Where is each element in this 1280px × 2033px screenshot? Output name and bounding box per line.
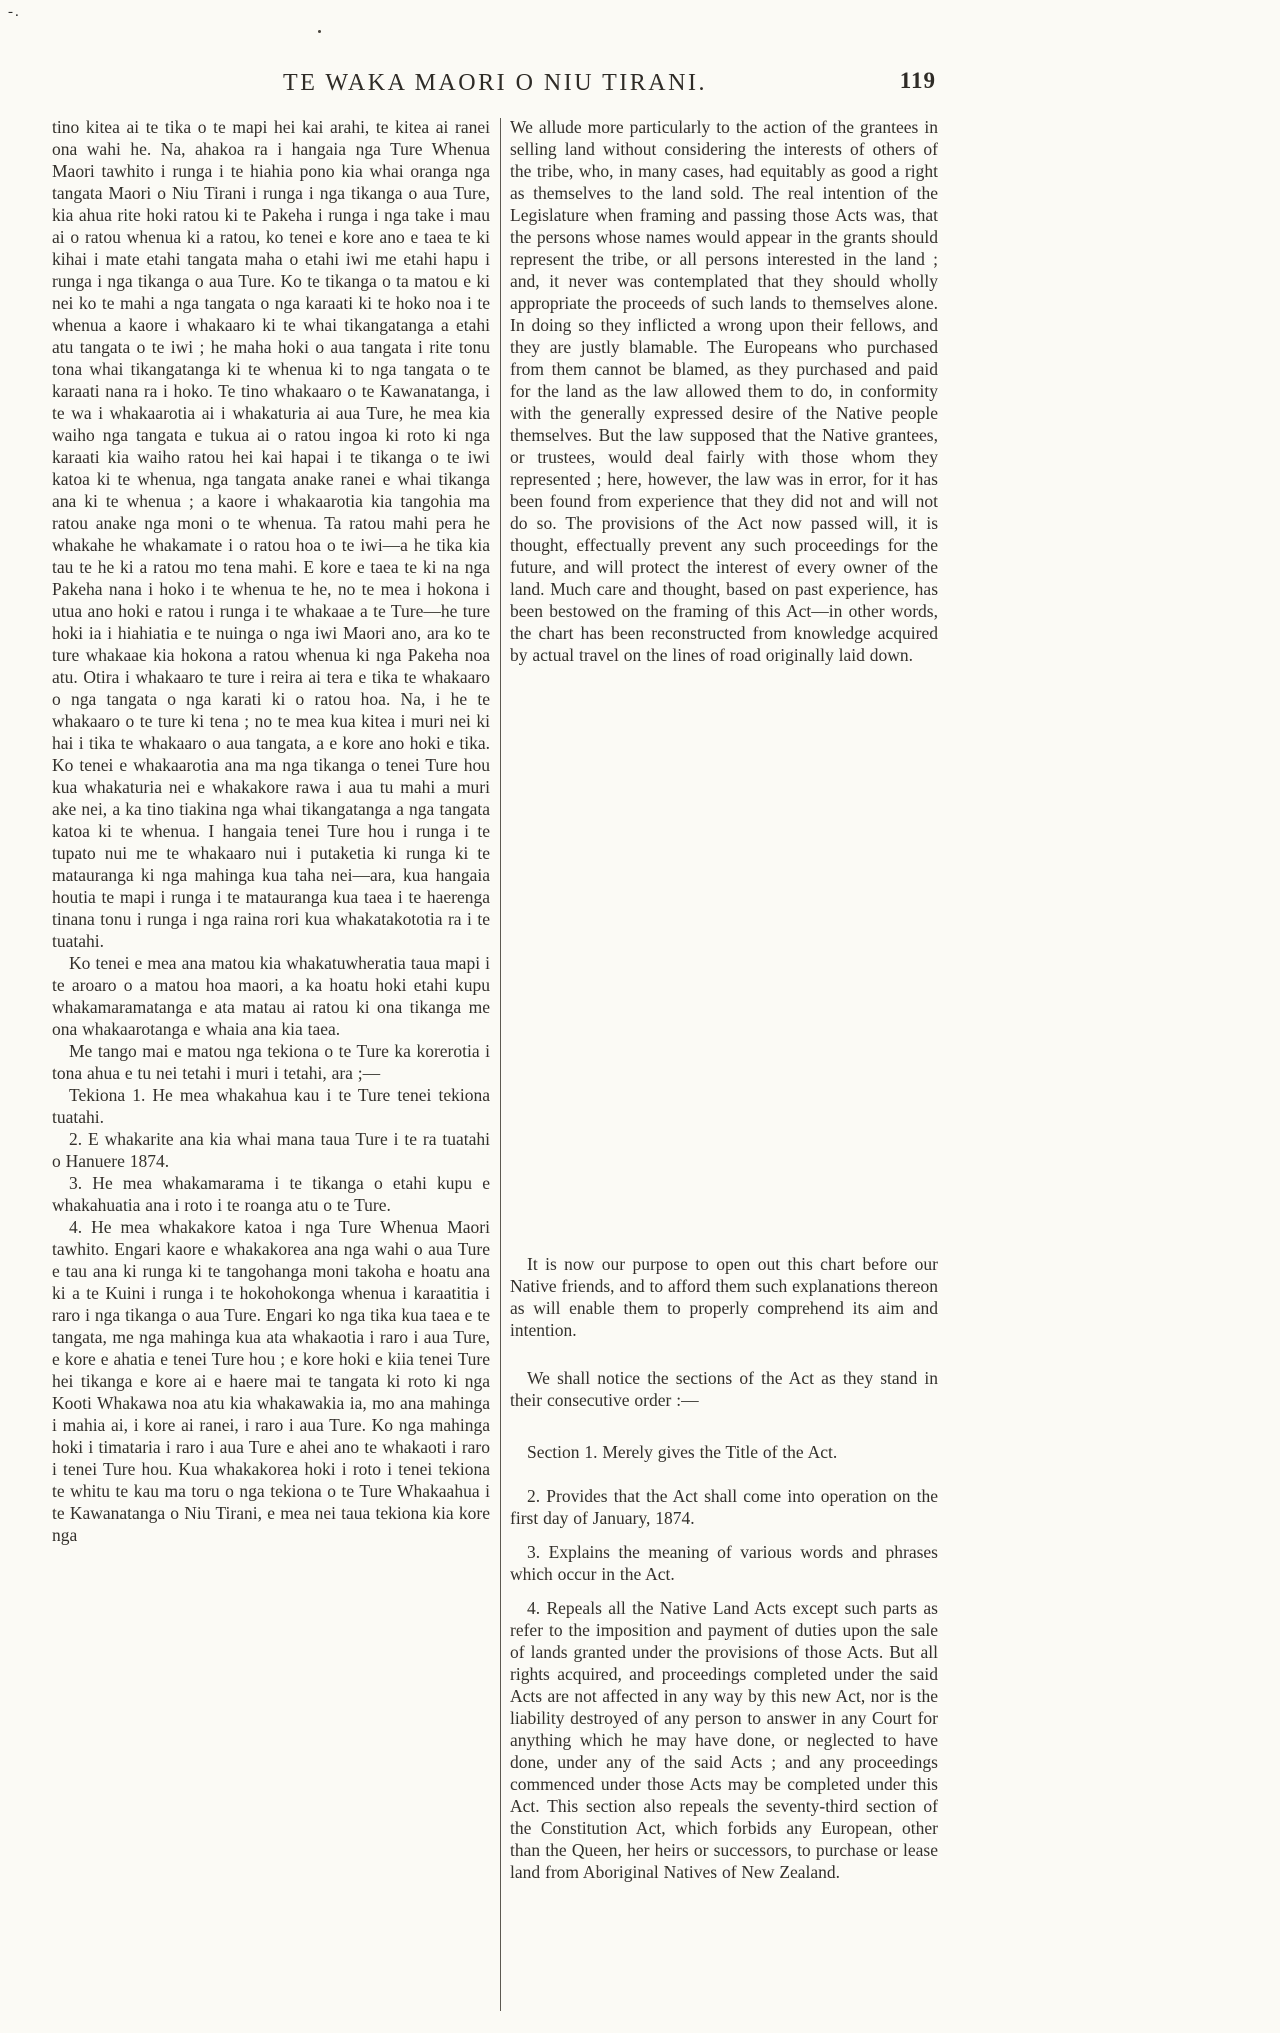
paragraph: 3. He mea whakamarama i te tikanga o etahi kupu e whakahuatia ana i roto i te roanga atu o te Ture. xyxy=(52,1173,490,1215)
left-column-maori-text xyxy=(52,116,490,2011)
paragraph: 3. Explains the meaning of various words and phrases which occur in the Act. xyxy=(510,1542,938,1584)
paragraph: Me tango mai e matou nga tekiona o te Ture ka korerotia i tona ahua e tu nei tetahi i muri i tetahi, ara ;— xyxy=(52,1041,490,1083)
page-number: 119 xyxy=(899,68,936,93)
paragraph: We allude more particularly to the action of the grantees in selling land without considering the interests of others of the tribe, who, in many cases, had equitably as good a right as themselves to the land sold. The real intention of the Legislature when framing and passing those Acts was, that the persons whose names would appear in the grants should represent the tribe, or all persons interested in the land ; and, it never was contemplated that they should wholly appropriate the proceeds of such lands to themselves alone. In doing so they inflicted a wrong upon their fellows, and they are justly blamable. The Europeans who purchased from them cannot be blamed, as they purchased and paid for the land as the law allowed them to do, in conformity with the generally expressed desire of the Native people themselves. But the law supposed that the Native grantees, or trustees, would deal fairly with those whom they represented ; here, however, the law was in error, for it has been found from experience that they did not and will not do so. The provisions of the Act now passed will, it is thought, effectually prevent any such proceedings for the future, and will protect the interest of every owner of the land. Much care and thought, based on past experience, has been bestowed on the framing of this Act—in other words, the chart has been reconstructed from knowledge acquired by actual travel on the lines of road originally laid down. xyxy=(510,117,938,665)
page-header xyxy=(52,64,938,112)
scan-artifact-dot xyxy=(318,30,321,33)
paragraph: tino kitea ai te tika o te mapi hei kai arahi, te kitea ai ranei ona wahi he. Na, ahakoa ra i hangaia nga Ture Whenua Maori tawhito i runga i te hiahia pono kia whai oranga nga tangata Maori o Niu Tirani i runga i nga tikanga o aua Ture, kia ahua rite hoki ratou ki te Pakeha i runga i nga take i mau ai o ratou whenua ki a ratou, ko tenei e kore ano e taea te ki kihai i mate etahi tangata maha o etahi iwi me etahi hapu i runga i nga tikanga o aua Ture. Ko te tikanga o ta matou e ki nei ko te mahi a nga tangata o nga karaati ki te hoko noa i te whenua a kaore i whakaaro ki te whai tikangatanga a etahi atu tangata o te iwi ; he maha hoki o aua tangata i rite tonu tona whai tikangatanga ki te whenua ki to nga tangata o te karaati nana ra i hoko. Te tino whakaaro o te Kawanatanga, i te wa i whakaarotia ai i whakaturia ai aua Ture, he mea kia waiho nga tangata e tukua ai o ratou ingoa ki roto ki nga karaati kia waiho ratou hei kai hapai i te tikanga o te iwi katoa ki te whenua, nga tangata anake ranei e whai tikanga ana ki te whenua ; a kaore i whakaarotia kia tangohia ma ratou anake nga moni o te whenua. Ta ratou mahi pera he whakahe he whakamate i o ratou hoa o te iwi—a he tika kia tau te he ki a ratou mo tena mahi. E kore e taea te ki na nga Pakeha nana i hoko i te whenua te he, no te mea i hokona i utua ano hoki e ratou i runga i te whakaae a te Ture—he ture hoki ia i hiahiatia e te nuinga o nga iwi Maori ano, ara ko te ture whakaae kia hokona a ratou whenua ki nga Pakeha noa atu. Otira i whakaaro te ture i reira ai tera e tika te whakaaro o nga tangata o nga karati ki o ratou hoa. Na, i he te whakaaro o te ture ki tena ; no te mea kua kitea i muri nei ki hai i tika te whakaaro o aua tangata, a e kore ano hoki e tika. Ko tenei e whakaarotia ana ma nga tikanga o tenei Ture hou kua whakaturia nei e whakakore rawa i aua tu mahi a muri ake nei, a ka tino tiakina nga whai tikangatanga a nga tangata katoa ki te whenua. I hangaia tenei Ture hou i runga i te tupato nui me te whakaaro nui i putaketia ki runga ki te matauranga ki nga mahinga kua taha nei—ara, kua hangaia houtia te mapi i runga i te matauranga kua taea i te haerenga tinana tonu i runga i nga raina rori kua whakatakototia ra i te tuatahi. xyxy=(52,117,490,951)
paragraph: Tekiona 1. He mea whakahua kau i te Ture tenei tekiona tuatahi. xyxy=(52,1085,490,1127)
paragraph: We shall notice the sections of the Act as they stand in their consecutive order :— xyxy=(510,1368,938,1410)
paragraph: Ko tenei e mea ana matou kia whakatuwheratia taua mapi i te aroaro o a matou hoa maori, a ka hoatu hoki etahi kupu whakamaramatanga e ata matau ai ratou ki ona tikanga me ona whakaarotanga e whaia ana kia taea. xyxy=(52,953,490,1039)
paragraph: 2. E whakarite ana kia whai mana taua Ture i te ra tuatahi o Hanuere 1874. xyxy=(52,1129,490,1171)
paragraph: 4. He mea whakakore katoa i nga Ture Whenua Maori tawhito. Engari kaore e whakakorea ana nga wahi o aua Ture e tau ana ki runga ki te tangohanga moni takoha e hoatu ana ki a te Kuini i runga i te hokohokonga whenua i karaatitia i raro i nga tikanga o aua Ture. Engari ko nga tika kua taea e te tangata, me nga mahinga kua ata whakaotia i raro i aua Ture, e kore e ahatia e tenei Ture hou ; e kore hoki e kiia tenei Ture hei tikanga e kore ai e haere mai te tangata ki roto ki nga Kooti Whakawa noa atu kia whakawakia ia, mo ana mahinga i mahia ai, i kore ai ranei, i raro i aua Ture. Ko nga mahinga hoki i timataria i raro i aua Ture e ahei ano te whakaoti i raro i tenei Ture hou. Kua whakakorea hoki i roto i tenei tekiona te whitu te kau ma toru o nga tekiona o te Ture Whakaahua i te Kawanatanga o Niu Tirani, e mea nei taua tekiona kia kore nga xyxy=(52,1217,490,1545)
right-column-english-text xyxy=(510,116,938,2011)
column-divider-rule xyxy=(500,118,501,2011)
page-content xyxy=(52,64,938,2011)
right-column-lower-block xyxy=(510,1253,938,1883)
scan-artifact-mark: -. xyxy=(8,4,21,20)
paragraph: Section 1. Merely gives the Title of the Act. xyxy=(527,1442,838,1462)
paragraph: 2. Provides that the Act shall come into operation on the first day of January, 1874. xyxy=(510,1486,938,1528)
page-title: TE WAKA MAORI O NIU TIRANI. xyxy=(283,70,707,96)
paragraph: It is now our purpose to open out this chart before our Native friends, and to afford them such explanations thereon as will enable them to properly comprehend its aim and intention. xyxy=(510,1254,938,1340)
two-column-body xyxy=(52,116,938,2011)
paragraph: 4. Repeals all the Native Land Acts except such parts as refer to the imposition and payment of duties upon the sale of lands granted under the provisions of those Acts. But all rights acquired, and proceedings completed under the said Acts are not affected in any way by this new Act, nor is the liability destroyed of any person to answer in any Court for anything which he may have done, or neglected to have done, under any of the said Acts ; and any proceedings commenced under those Acts may be completed under this Act. This section also repeals the seventy-third section of the Constitution Act, which forbids any European, other than the Queen, her heirs or successors, to purchase or lease land from Aboriginal Natives of New Zealand. xyxy=(510,1598,938,1882)
right-column-top-block xyxy=(510,116,938,666)
